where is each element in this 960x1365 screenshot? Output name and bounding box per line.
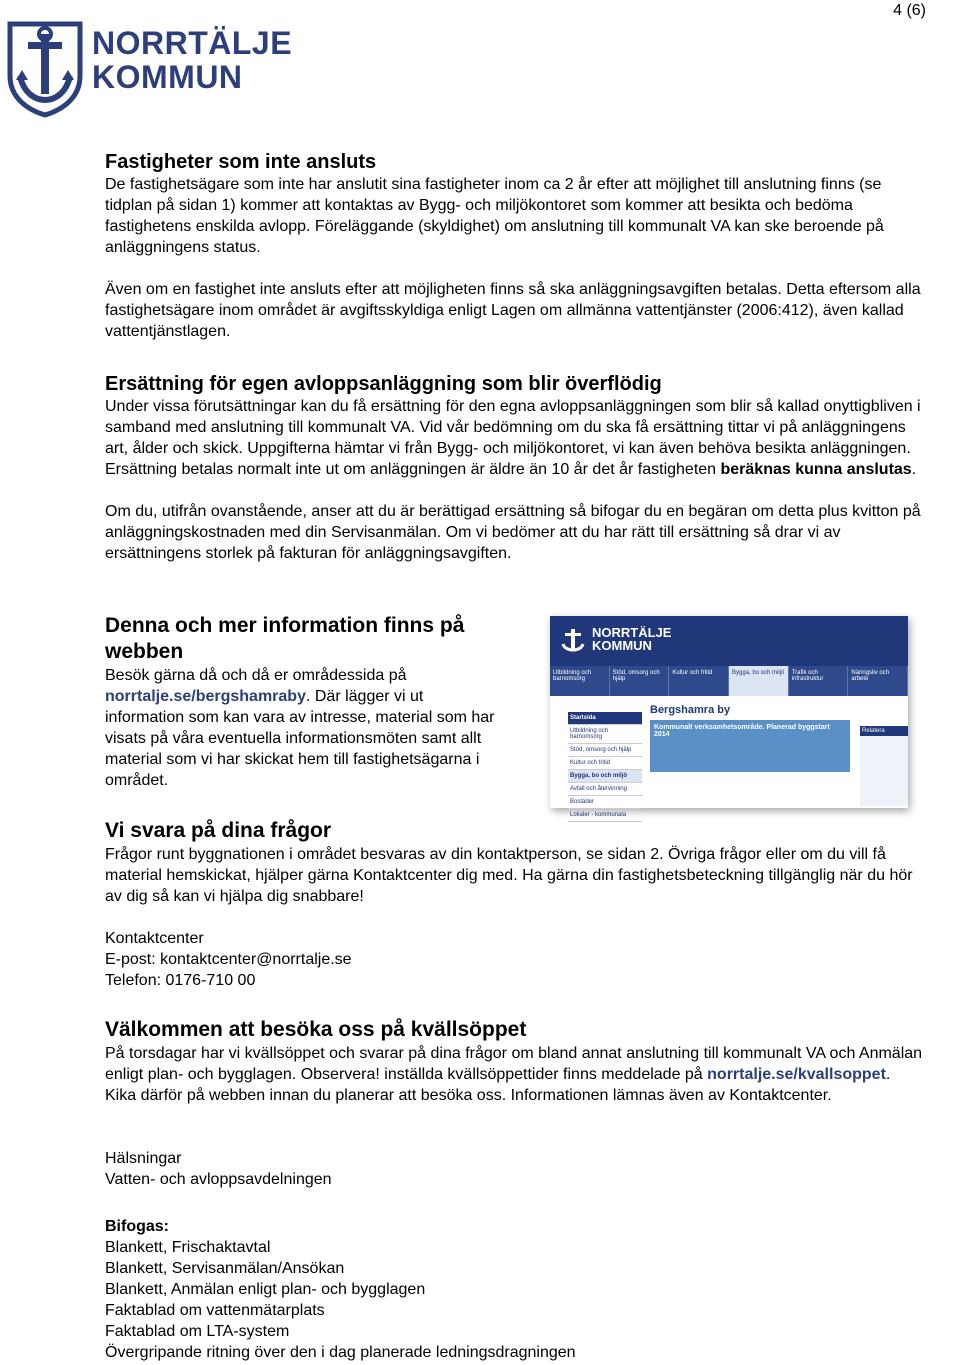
section-heading: Välkommen att besöka oss på kvällsöppet [105,1018,527,1041]
section-heading: Fastigheter som inte ansluts [105,151,377,173]
paragraph: Om du, utifrån ovanstående, anser att du är berättigad ersättning så bifogar du en begäran om detta plus kvitton på anläggningskostnaden med din Servisanmälan. Om vi bedömer att du har rätt till ersättning så drar vi av ersättningens storlek på fakturan för anläggningsavgiften. [105,503,921,562]
ws-nav-item: Utbildning och barnomsorg [550,666,610,696]
paragraph: Besök gärna då och då er områdessida på norrtalje.se/bergshamraby. Där lägger vi ut information som kan vara av intresse, material som har visats på våra eventuella informationsmöten samt allt material som vi har skickat hem till fastighetsägarna i området. [105,667,495,789]
logo-line1: NORRTÄLJE [92,25,293,61]
anchor-icon [560,626,586,656]
ws-banner: Kommunalt verksamhetsområde. Planerad byggstart 2014 [650,720,850,772]
ws-header [550,616,908,666]
greeting: Hälsningar [105,1150,182,1167]
attachments-label: Bifogas: [105,1218,169,1235]
website-screenshot [550,616,908,818]
attachment-item: Övergripande ritning över den i dag planerade ledningsdragningen [105,1344,576,1361]
ws-nav-item: Bygga, bo och miljö [729,666,789,696]
contact-phone: Telefon: 0176-710 00 [105,972,256,989]
ws-main: Bergshamra by Kommunalt verksamhetsområde. Planerad byggstart 2014 [650,704,850,772]
logo-text [92,26,292,94]
ws-nav-item: Kultur och fritid [669,666,729,696]
attachment-item: Blankett, Servisanmälan/Ansökan [105,1260,345,1277]
evening-hours-link[interactable]: norrtalje.se/kvallsoppet [707,1066,886,1083]
paragraph: De fastighetsägare som inte har anslutit sina fastigheter inom ca 2 år efter att möjlighet till anslutning finns (se tidplan på sidan 1) kommer att kontaktas av Bygg- och miljökontoret som kommer att besikta och bedöma fastighetens enskilda avlopp. Föreläggande (skyldighet) om anslutning till kommunalt VA kan ske beroende på anläggningens status. [105,176,884,256]
attachments [105,1216,925,1363]
attachment-item: Blankett, Anmälan enligt plan- och bygglagen [105,1281,426,1298]
section-questions [105,818,925,991]
section-heading: Denna och mer information finns på webben [105,614,465,663]
paragraph: På torsdagar har vi kvällsöppet och svarar på dina frågor om bland annat anslutning till kommunalt VA och Anmälan enligt plan- och bygglagen. Observera! inställda kvällsöppettider finns meddelade på norrtalje.se/kvallsoppet. Kika därför på webben innan du planerar att besöka oss. Informationen lämnas även av Kontaktcenter. [105,1045,923,1104]
section-heading: Ersättning för egen avloppsanläggning som blir överflödig [105,373,662,395]
ws-nav [550,666,908,696]
attachment-item: Blankett, Frischaktavtal [105,1239,271,1256]
ws-nav-item: Näringsliv och arbete [848,666,908,696]
attachment-item: Faktablad om LTA-system [105,1323,290,1340]
logo-line2: KOMMUN [92,59,243,95]
anchor-shield-icon [6,20,84,116]
section-heading: Vi svara på dina frågor [105,819,332,842]
ws-logo-text: NORRTÄLJE KOMMUN [592,625,672,653]
section-compensation [105,372,925,564]
page-number: 4 (6) [893,2,926,19]
contact-name: Kontaktcenter [105,930,204,947]
section-evening-hours [105,1017,925,1106]
ws-sidebar: Startsida Utbildning och barnomsorg Stöd, omsorg och hjälp Kultur och fritid Bygga, bo och miljö Avfall och återvinning Bostäder Lokaler - kommunala [568,712,642,822]
sender: Vatten- och avloppsavdelningen [105,1171,332,1188]
attachment-item: Faktablad om vattenmätarplats [105,1302,325,1319]
ws-nav-item: Stöd, omsorg och hjälp [610,666,670,696]
ws-related: Relatera [860,726,908,806]
paragraph: Även om en fastighet inte ansluts efter att möjligheten finns så ska anläggningsavgiften betalas. Detta eftersom alla fastighetsägare inom området är avgiftsskyldiga enligt Lagen om allmänna vattentjänster (2006:412), även kallad vattentjänstlagen. [105,281,921,340]
paragraph: Frågor runt byggnationen i området besvaras av din kontaktperson, se sidan 2. Övriga frågor eller om du vill få material hemskickat, hjälper gärna Kontaktcenter dig med. Ha gärna din fastighetsbeteckning tillgänglig när du hör av dig så kan vi hjälpa dig snabbare! [105,846,913,905]
ws-nav-item: Trafik och infrastruktur [789,666,849,696]
section-not-connected [105,150,925,342]
municipality-logo [6,20,306,120]
section-web-info [105,613,505,791]
closing [105,1148,925,1190]
area-page-link[interactable]: norrtalje.se/bergshamraby [105,688,306,705]
paragraph: Under vissa förutsättningar kan du få ersättning för den egna avloppsanläggningen som blir så kallad onyttigbliven i samband med anslutning till kommunalt VA. Vid vår bedömning om du ska få ersättning tittar vi på anläggningens art, ålder och skick. Uppgifterna hämtar vi från Bygg- och miljökontoret, vi kan även behöva besikta anläggningen. Ersättning betalas normalt inte ut om anläggningen är äldre än 10 år det år fastigheten beräknas kunna anslutas. [105,398,921,478]
contact-email[interactable]: E-post: kontaktcenter@norrtalje.se [105,951,352,968]
